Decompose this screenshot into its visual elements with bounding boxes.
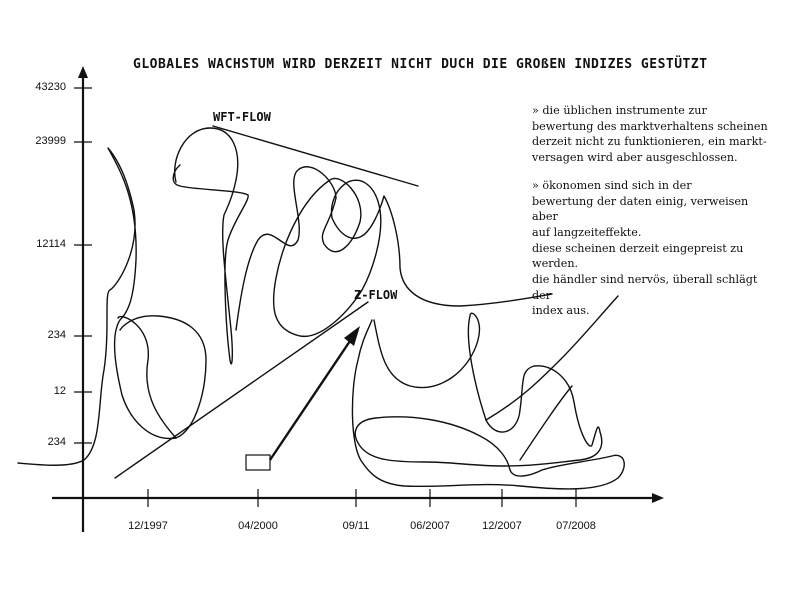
- z-flow-arrow-head-icon: [344, 326, 360, 346]
- x-tick-label: 12/1997: [128, 520, 168, 532]
- x-axis-arrow-icon: [652, 493, 664, 503]
- wft-flow-label: WFT-FLOW: [213, 110, 271, 124]
- wft-trend-line: [213, 126, 418, 186]
- curve-left-wiggle: [18, 148, 206, 465]
- note-paragraph-2: » ökonomen sind sich in der bewertung der daten einig, verweisen aber auf langzeiteffekte. diese scheinen derzeit eingepreist zu werden. die händler sind nervös, überall schlägt der index aus.: [532, 178, 758, 318]
- y-tick-label: 23999: [35, 135, 66, 147]
- note-paragraph-1: » die üblichen instrumente zur bewertung des marktverhaltens scheinen derzeit nicht zu funktionieren, ein markt- versagen wird aber ausgeschlossen.: [532, 104, 768, 165]
- y-tick-label: 12114: [36, 238, 66, 250]
- curve-z-lower: [352, 313, 624, 489]
- origin-box: [246, 455, 270, 470]
- curve-center-loop: [236, 167, 552, 337]
- x-tick-label: 04/2000: [238, 520, 278, 532]
- x-tick-label: 12/2007: [482, 520, 522, 532]
- z-flow-label: Z-FLOW: [354, 288, 398, 302]
- y-axis-arrow-icon: [78, 66, 88, 78]
- y-tick-label: 12: [53, 385, 66, 397]
- x-tick-label: 07/2008: [556, 520, 596, 532]
- y-tick-label: 234: [47, 329, 66, 341]
- commentary-notes: [532, 103, 772, 331]
- chart-title: GLOBALES WACHSTUM WIRD DERZEIT NICHT DUCH DIE GROßEN INDIZES GESTÜTZT: [133, 57, 708, 72]
- diagonal-line: [115, 302, 368, 478]
- x-tick-label: 09/11: [342, 520, 370, 532]
- x-tick-label: 06/2007: [410, 520, 450, 532]
- curve-wft-loop: [118, 128, 248, 438]
- y-tick-label: 234: [47, 436, 66, 448]
- z-flow-arrow: [270, 338, 352, 460]
- y-tick-label: 43230: [35, 81, 66, 93]
